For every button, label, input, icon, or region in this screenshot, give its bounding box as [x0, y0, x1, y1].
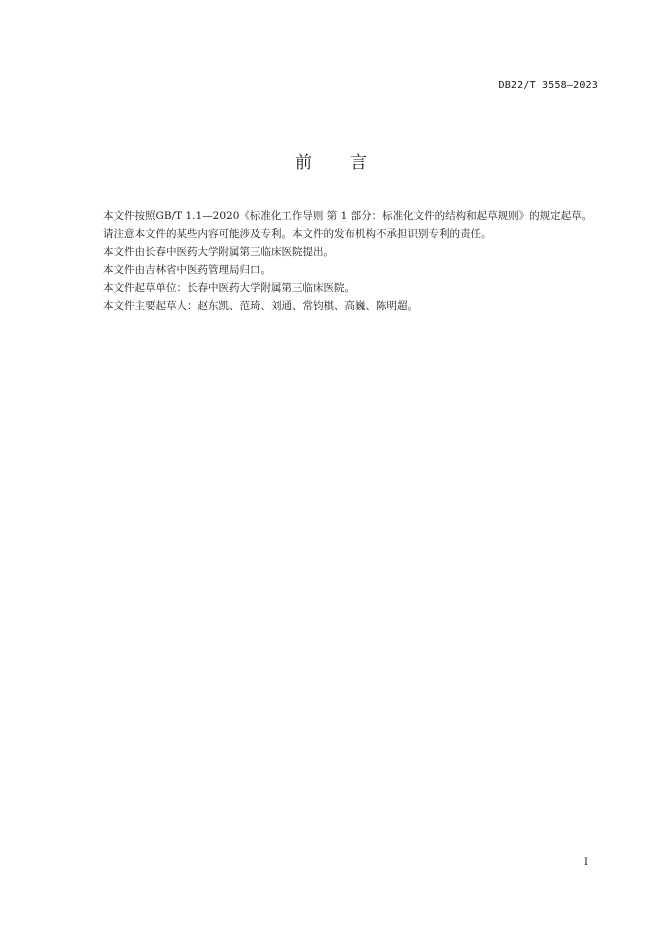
document-body — [82, 207, 598, 315]
page-title: 前言 — [295, 153, 405, 173]
paragraph-drafting-unit: 本文件起草单位：长春中医药大学附属第三临床医院。 — [103, 282, 355, 294]
paragraph-administrator: 本文件由吉林省中医药管理局归口。 — [103, 264, 271, 276]
paragraph-drafting-basis: 本文件按照GB/T 1.1—2020《标准化工作导则 第 1 部分：标准化文件的结构和起草规则》的规定起草。 — [103, 210, 593, 222]
paragraph-patent-notice: 请注意本文件的某些内容可能涉及专利。本文件的发布机构不承担识别专利的责任。 — [103, 228, 492, 240]
paragraph-drafters: 本文件主要起草人：赵东凯、范琦、刘通、常钧棋、高巍、陈明超。 — [103, 300, 418, 312]
document-code: DB22/T 3558—2023 — [498, 80, 598, 91]
page-number: I — [584, 857, 588, 868]
paragraph-proposer: 本文件由长春中医药大学附属第三临床医院提出。 — [103, 246, 334, 258]
